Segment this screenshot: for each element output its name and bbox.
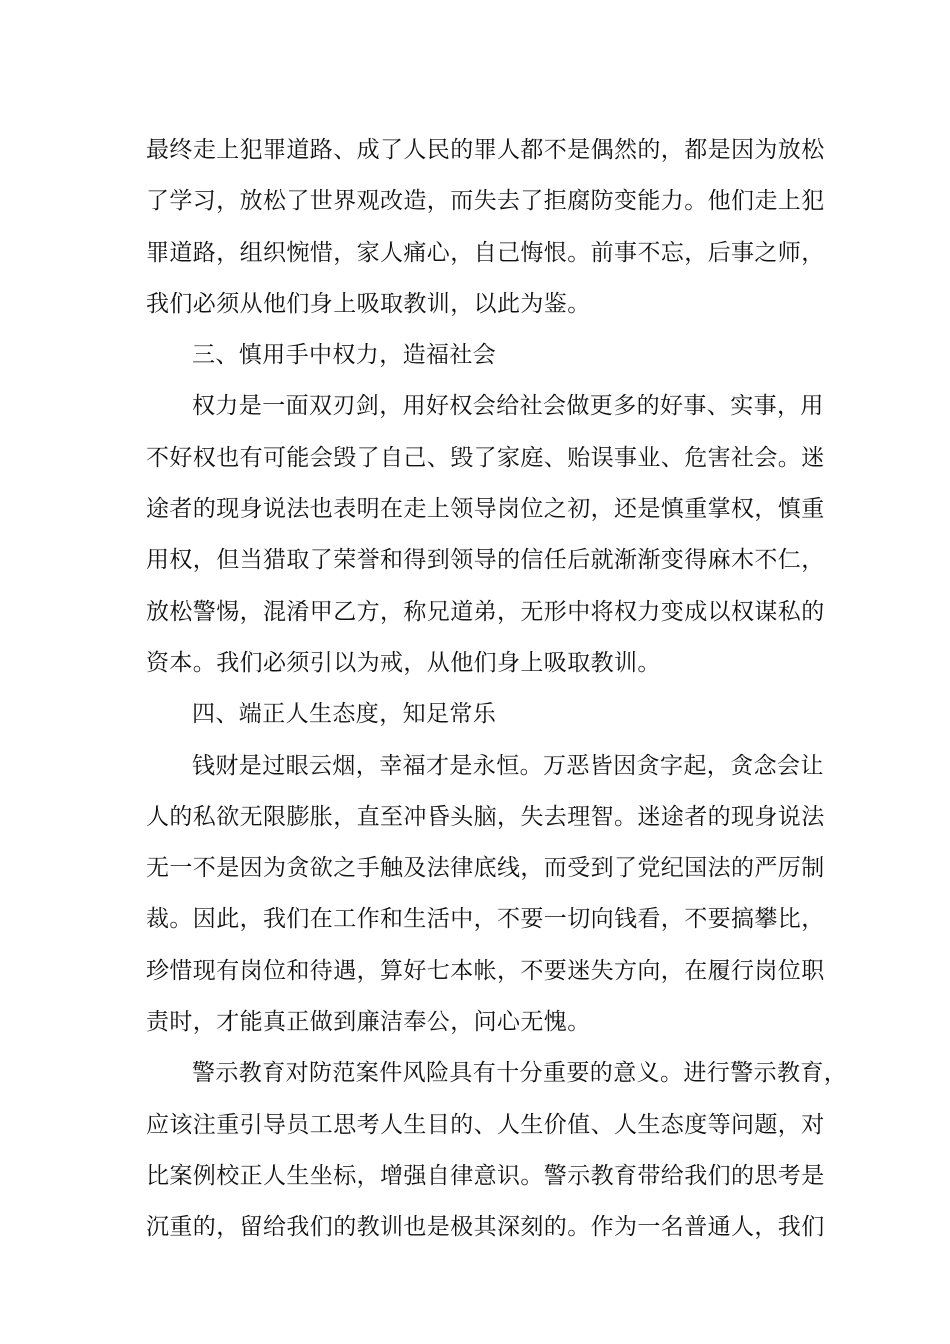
paragraph-line: 放松警惕，混淆甲乙方，称兄道弟，无形中将权力变成以权谋私的 [146, 598, 825, 625]
paragraph-line: 钱财是过眼云烟，幸福才是永恒。万恶皆因贪字起，贪念会让 [192, 752, 824, 779]
paragraph-line: 责时，才能真正做到廉洁奉公，问心无愧。 [146, 1009, 591, 1036]
paragraph-line: 应该注重引导员工思考人生目的、人生价值、人生态度等问题，对 [146, 1111, 825, 1138]
paragraph-line: 用权，但当猎取了荣誉和得到领导的信任后就渐渐变得麻木不仁， [146, 547, 825, 574]
document-body [146, 125, 848, 1254]
paragraph-line: 罪道路，组织惋惜，家人痛心，自己悔恨。前事不忘，后事之师， [146, 239, 825, 266]
paragraph-line: 人的私欲无限膨胀，直至冲昏头脑，失去理智。迷途者的现身说法 [146, 803, 825, 830]
paragraph-line: 无一不是因为贪欲之手触及法律底线，而受到了党纪国法的严厉制 [146, 855, 825, 882]
paragraph-line: 途者的现身说法也表明在走上领导岗位之初，还是慎重掌权，慎重 [146, 496, 825, 523]
paragraph-line: 裁。因此，我们在工作和生活中，不要一切向钱看，不要搞攀比， [146, 906, 825, 933]
paragraph-line: 沉重的，留给我们的教训也是极其深刻的。作为一名普通人，我们 [146, 1214, 825, 1241]
paragraph-line: 珍惜现有岗位和待遇，算好七本帐，不要迷失方向，在履行岗位职 [146, 957, 825, 984]
paragraph-line: 警示教育对防范案件风险具有十分重要的意义。进行警示教育， [192, 1060, 848, 1087]
paragraph-line: 比案例校正人生坐标，增强自律意识。警示教育带给我们的思考是 [146, 1162, 825, 1189]
paragraph-line: 了学习，放松了世界观改造，而失去了拒腐防变能力。他们走上犯 [146, 188, 825, 215]
paragraph-line: 资本。我们必须引以为戒，从他们身上吸取教训。 [146, 649, 661, 676]
paragraph-line: 不好权也有可能会毁了自己、毁了家庭、贻误事业、危害社会。迷 [146, 444, 825, 471]
section-heading: 四、端正人生态度，知足常乐 [192, 701, 497, 728]
paragraph-line: 权力是一面双刃剑，用好权会给社会做更多的好事、实事，用 [192, 393, 824, 420]
paragraph-line: 最终走上犯罪道路、成了人民的罪人都不是偶然的，都是因为放松 [146, 137, 825, 163]
section-heading: 三、慎用手中权力，造福社会 [192, 342, 497, 369]
paragraph-line: 我们必须从他们身上吸取教训，以此为鉴。 [146, 290, 591, 317]
